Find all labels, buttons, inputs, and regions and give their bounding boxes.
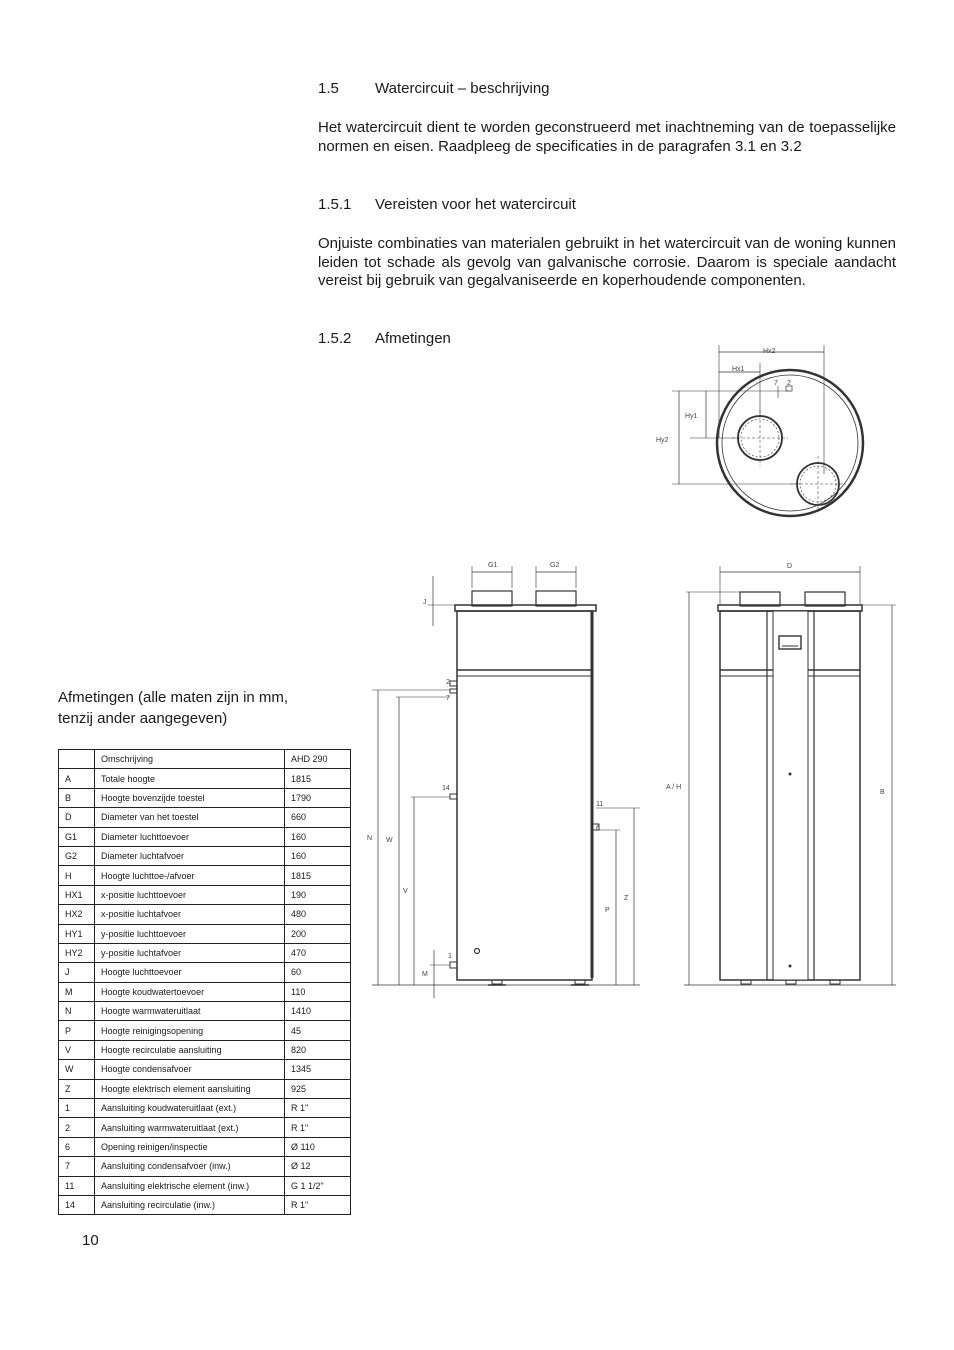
table-cell-description: Hoogte luchttoevoer	[95, 963, 285, 982]
label-w: W	[386, 837, 393, 844]
table-cell-code: P	[59, 1021, 95, 1040]
table-cell-code: HY2	[59, 943, 95, 962]
subsection-1-number: 1.5.1	[318, 196, 352, 213]
table-cell-value: 160	[285, 846, 351, 865]
table-cell-value: 820	[285, 1040, 351, 1059]
label-conn-14: 14	[442, 785, 450, 792]
table-cell-value: Ø 12	[285, 1157, 351, 1176]
table-cell-description: y-positie luchtafvoer	[95, 943, 285, 962]
table-cell-value: Ø 110	[285, 1137, 351, 1156]
label-conn-2: 2	[787, 380, 791, 387]
side-view-drawing	[367, 562, 640, 998]
table-cell-code: 7	[59, 1157, 95, 1176]
table-cell-code: HX2	[59, 905, 95, 924]
header-cell-model: AHD 290	[285, 750, 351, 769]
label-conn-7-side: 7	[446, 695, 450, 702]
table-cell-value: 160	[285, 827, 351, 846]
table-cell-description: x-positie luchttoevoer	[95, 885, 285, 904]
label-conn-6: 6	[596, 825, 600, 832]
label-hx1: Hx1	[732, 366, 745, 373]
top-view-drawing	[656, 345, 863, 516]
table-cell-value: 190	[285, 885, 351, 904]
subsection-2-title: Afmetingen	[375, 330, 451, 347]
table-cell-code: D	[59, 808, 95, 827]
table-cell-code: M	[59, 982, 95, 1001]
table-cell-code: 11	[59, 1176, 95, 1195]
table-cell-description: Diameter van het toestel	[95, 808, 285, 827]
table-cell-value: 1815	[285, 769, 351, 788]
table-caption-line-1: Afmetingen (alle maten zijn in mm,	[58, 689, 289, 706]
table-cell-code: 6	[59, 1137, 95, 1156]
table-cell-code: Z	[59, 1079, 95, 1098]
table-cell-code: G1	[59, 827, 95, 846]
header-cell-description: Omschrijving	[95, 750, 285, 769]
table-cell-value: 1410	[285, 1002, 351, 1021]
table-cell-value: 470	[285, 943, 351, 962]
table-cell-description: Diameter luchttoevoer	[95, 827, 285, 846]
side-view-body	[457, 611, 592, 980]
table-cell-value: R 1"	[285, 1195, 351, 1214]
table-cell-value: 1790	[285, 788, 351, 807]
table-cell-description: Totale hoogte	[95, 769, 285, 788]
table-cell-code: N	[59, 1002, 95, 1021]
front-view-drawing	[666, 563, 896, 985]
table-cell-value: R 1"	[285, 1118, 351, 1137]
table-cell-value: 1345	[285, 1060, 351, 1079]
label-hy1: Hy1	[685, 413, 698, 420]
label-m: M	[422, 971, 428, 978]
table-cell-description: Opening reinigen/inspectie	[95, 1137, 285, 1156]
table-cell-value: 925	[285, 1079, 351, 1098]
table-cell-description: Aansluiting recirculatie (inw.)	[95, 1195, 285, 1214]
label-z: Z	[624, 895, 629, 902]
label-conn-2-side: 2	[446, 679, 450, 686]
label-p: P	[605, 907, 610, 914]
table-cell-description: Aansluiting condensafvoer (inw.)	[95, 1157, 285, 1176]
section-title: Watercircuit – beschrijving	[375, 80, 550, 97]
table-cell-code: W	[59, 1060, 95, 1079]
table-cell-description: Aansluiting koudwateruitlaat (ext.)	[95, 1099, 285, 1118]
table-cell-description: Diameter luchtafvoer	[95, 846, 285, 865]
table-cell-code: 14	[59, 1195, 95, 1214]
table-cell-code: J	[59, 963, 95, 982]
label-j: J	[423, 599, 427, 606]
table-cell-description: x-positie luchtafvoer	[95, 905, 285, 924]
table-cell-description: Aansluiting warmwateruitlaat (ext.)	[95, 1118, 285, 1137]
section-paragraph: Het watercircuit dient te worden geconstrueerd met inachtneming van de toepasselijke normen en eisen. Raadpleeg de specificaties in de paragrafen 3.1 en 3.2	[318, 119, 896, 155]
label-a-h: A / H	[666, 784, 682, 791]
table-cell-description: Hoogte luchttoe-/afvoer	[95, 866, 285, 885]
table-cell-value: G 1 1/2"	[285, 1176, 351, 1195]
table-cell-code: 1	[59, 1099, 95, 1118]
subsection-2-number: 1.5.2	[318, 330, 352, 347]
table-cell-code: G2	[59, 846, 95, 865]
table-cell-code: HX1	[59, 885, 95, 904]
label-n: N	[367, 835, 373, 842]
label-g2: G2	[550, 562, 560, 569]
table-cell-description: Hoogte recirculatie aansluiting	[95, 1040, 285, 1059]
table-cell-description: Hoogte condensafvoer	[95, 1060, 285, 1079]
page-number: 10	[82, 1232, 99, 1249]
table-cell-description: Hoogte reinigingsopening	[95, 1021, 285, 1040]
table-cell-description: Hoogte bovenzijde toestel	[95, 788, 285, 807]
table-cell-code: 2	[59, 1118, 95, 1137]
subsection-1-title: Vereisten voor het watercircuit	[375, 196, 576, 213]
table-cell-description: Hoogte warmwateruitlaat	[95, 1002, 285, 1021]
label-hx2: Hx2	[763, 348, 776, 355]
duct-g2	[536, 591, 576, 606]
table-cell-description: Hoogte koudwatertoevoer	[95, 982, 285, 1001]
label-conn-11: 11	[596, 801, 604, 808]
table-cell-code: B	[59, 788, 95, 807]
label-hy2: Hy2	[656, 437, 669, 444]
table-cell-code: V	[59, 1040, 95, 1059]
label-g1: G1	[488, 562, 498, 569]
label-d: D	[787, 563, 793, 570]
section-number: 1.5	[318, 80, 339, 97]
table-cell-value: R 1"	[285, 1099, 351, 1118]
table-cell-description: Aansluiting elektrische element (inw.)	[95, 1176, 285, 1195]
table-cell-value: 200	[285, 924, 351, 943]
duct-g1	[472, 591, 512, 606]
label-conn-7: 7	[774, 380, 778, 387]
table-cell-value: 1815	[285, 866, 351, 885]
table-cell-value: 480	[285, 905, 351, 924]
table-cell-code: HY1	[59, 924, 95, 943]
label-b: B	[880, 789, 885, 796]
label-v: V	[403, 888, 408, 895]
table-cell-description: Hoogte elektrisch element aansluiting	[95, 1079, 285, 1098]
table-cell-code: A	[59, 769, 95, 788]
table-cell-value: 660	[285, 808, 351, 827]
table-cell-value: 110	[285, 982, 351, 1001]
label-conn-1: 1	[448, 953, 452, 960]
subsection-1-paragraph: Onjuiste combinaties van materialen gebruikt in het watercircuit van de woning kunnen leiden tot schade als gevolg van galvanische corrosie. Daarom is speciale aandacht vereist bij gebruik van gegalvaniseerde en koperhoudende componenten.	[318, 235, 896, 289]
table-cell-value: 45	[285, 1021, 351, 1040]
table-caption-line-2: tenzij ander aangegeven)	[58, 710, 228, 727]
table-cell-code: H	[59, 866, 95, 885]
table-cell-description: y-positie luchttoevoer	[95, 924, 285, 943]
table-cell-value: 60	[285, 963, 351, 982]
